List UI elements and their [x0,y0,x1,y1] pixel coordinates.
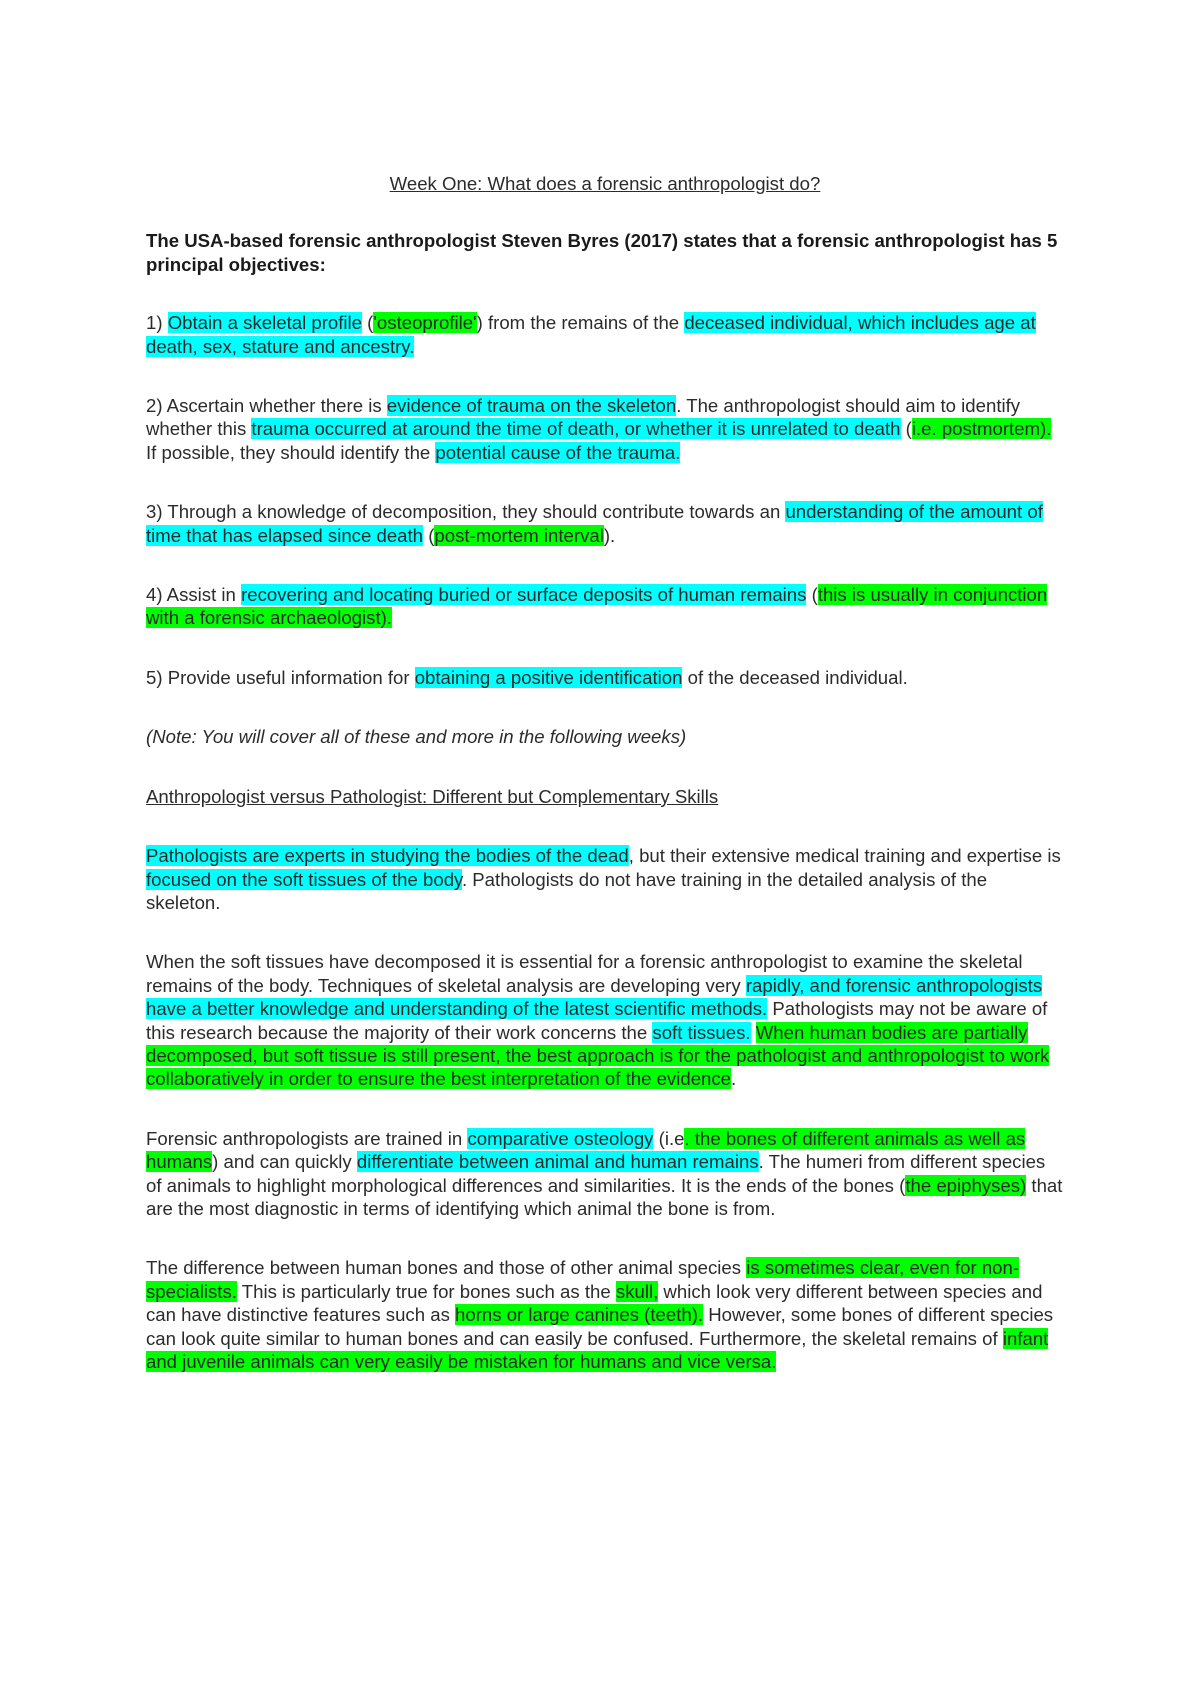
text-run: ( [423,524,435,546]
text-run: (i.e [653,1127,685,1149]
highlight-cyan: potential cause of the trauma. [435,441,681,463]
section-heading: Anthropologist versus Pathologist: Different but Complementary Skills [146,785,719,807]
highlight-green: is sometimes clear, even for non-specialists. [146,1257,1020,1302]
highlight-cyan: differentiate between animal and human remains [356,1151,759,1173]
text-run: The difference between human bones and those of other animal species [146,1257,747,1279]
highlight-green: post-mortem interval [434,524,604,546]
highlight-cyan: evidence of trauma on the skeleton [386,395,677,417]
objective-3 [146,500,1064,547]
text-run: However, some bones of different species can look quite similar to human bones and can easily be confused. Furthermore, the skeletal remains of [146,1304,1054,1349]
objective-2 [146,394,1064,464]
text-run: 2) Ascertain whether there is [146,395,387,417]
text-run: ( [900,418,912,440]
text-run: . Pathologists do not have training in the detailed analysis of the skeleton. [146,868,988,913]
objective-5 [146,666,1064,689]
text-run: If possible, they should identify the [146,441,436,463]
text-run [751,1022,756,1043]
highlight-cyan: Pathologists are experts in studying the bodies of the dead [146,845,629,867]
text-run: 3) Through a knowledge of decomposition, they should contribute towards an [146,501,786,523]
text-run: ( [806,584,818,606]
text-run: ) from the remains of the [476,312,685,334]
highlight-green: 'osteoprofile' [373,312,477,334]
text-run: . [731,1068,737,1090]
section-body [146,844,1064,1373]
body-paragraph-4 [146,1256,1064,1373]
highlight-cyan: Obtain a skeletal profile [167,312,363,334]
highlight-green: the epiphyses) [905,1174,1027,1196]
highlight-cyan: understanding of the amount of time that has elapsed since death [146,501,1043,546]
page-title: Week One: What does a forensic anthropologist do? [389,173,821,194]
objective-1 [146,311,1064,358]
highlight-cyan: comparative osteology [467,1127,654,1149]
text-run: 1) [146,312,168,334]
highlight-cyan: rapidly, and forensic anthropologists have a better knowledge and understanding of the latest scientific methods. [146,974,1043,1020]
text-run: , but their extensive medical training and expertise is [628,845,1061,867]
highlight-green: this is usually in conjunction with a forensic archaeologist). [146,584,1048,629]
highlight-green: infant and juvenile animals can very easily be mistaken for humans and vice versa. [146,1327,1049,1372]
note-text: (Note: You will cover all of these and more in the following weeks) [146,726,687,748]
highlight-cyan: obtaining a positive identification [414,666,683,688]
text-run: . The humeri from different species of animals to highlight morphological differences and similarities. It is the ends of the bones ( [146,1151,1046,1196]
text-run: 5) Provide useful information for [146,666,415,688]
body-paragraph-3 [146,1127,1064,1221]
text-run: which look very different between species and can have distinctive features such as [146,1280,1043,1326]
objectives-list [146,311,1064,689]
highlight-green: . the bones of different animals as well as humans [146,1127,1026,1173]
body-paragraph-2 [146,950,1064,1090]
text-run: that are the most diagnostic in terms of identifying which animal the bone is from. [146,1174,1063,1219]
body-paragraph-1 [146,844,1064,914]
highlight-cyan: deceased individual, which includes age at death, sex, stature and ancestry. [146,312,1036,357]
highlight-cyan: focused on the soft tissues of the body [146,868,462,890]
intro-paragraph: The USA-based forensic anthropologist Steven Byres (2017) states that a forensic anthropologist has 5 principal objectives: [146,230,1058,275]
text-run: ). [603,524,616,546]
text-run: 4) Assist in [146,584,242,606]
text-run: ( [362,312,374,334]
text-run: ) and can quickly [212,1151,357,1173]
highlight-cyan: soft tissues. [652,1021,751,1043]
highlight-cyan: recovering and locating buried or surface deposits of human remains [241,584,807,606]
text-run: . The anthropologist should aim to identify whether this [146,395,1021,440]
text-run: This is particularly true for bones such as the [236,1280,616,1302]
highlight-green: horns or large canines (teeth). [455,1304,704,1326]
text-run: When the soft tissues have decomposed it is essential for a forensic anthropologist to examine the skeletal remains of the body. Techniques of skeletal analysis are developing very [146,951,1023,996]
text-run: of the deceased individual. [682,666,908,688]
text-run: Forensic anthropologists are trained in [146,1127,468,1149]
document-body [146,172,1064,1409]
highlight-green: When human bodies are partially decomposed, but soft tissue is still present, the best approach is for the pathologist and anthropologist to work collaboratively in order to ensure the best interpretation of the evidence [146,1021,1050,1090]
objective-4 [146,583,1064,630]
highlight-cyan: trauma occurred at around the time of death, or whether it is unrelated to death [251,418,901,440]
highlight-green: skull, [615,1280,659,1302]
highlight-green: i.e. postmortem). [911,418,1052,440]
text-run: Pathologists may not be aware of this research because the majority of their work concerns the [146,998,1048,1043]
